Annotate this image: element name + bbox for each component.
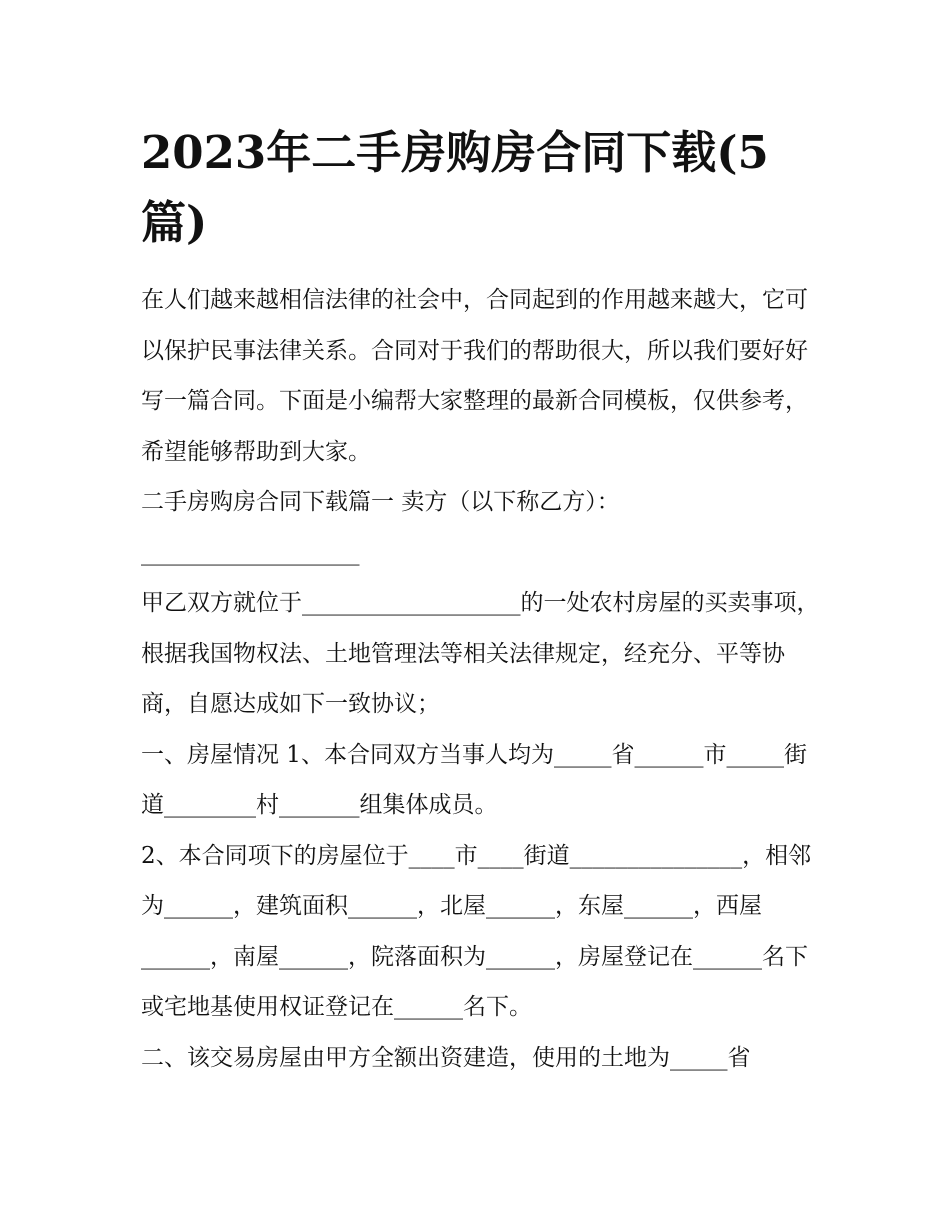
clause-house-info: 一、房屋情况 1、本合同双方当事人均为_____省______市_____街道________村_______组集体成员。	[141, 741, 807, 818]
document-body	[141, 275, 821, 1083]
clause-construction: 二、该交易房屋由甲方全额出资建造，使用的土地为_____省	[141, 1044, 751, 1071]
intro-paragraph: 在人们越来越相信法律的社会中，合同起到的作用越来越大，它可以保护民事法律关系。合同对于我们的帮助很大，所以我们要好好写一篇合同。下面是小编帮大家整理的最新合同模板，仅供参考，希望能够帮助到大家。	[141, 287, 808, 465]
section-heading-seller: 二手房购房合同下载篇一 卖方（以下称乙方）：	[141, 489, 620, 515]
document-title: 2023年二手房购房合同下载(5篇)	[141, 126, 769, 249]
clause-house-location: 2、本合同项下的房屋位于____市____街道_______________，相邻为______，建筑面积______，北屋______，东屋______，西屋______，南屋______，院落面积为______，房屋登记在______名下或宅地基使用权证登记在______名下。	[141, 842, 812, 1020]
seller-blank-line: ___________________	[141, 539, 360, 566]
agreement-paragraph: 甲乙双方就位于___________________的一处农村房屋的买卖事项，根据我国物权法、土地管理法等相关法律规定，经充分、平等协商，自愿达成如下一致协议；	[141, 590, 820, 717]
